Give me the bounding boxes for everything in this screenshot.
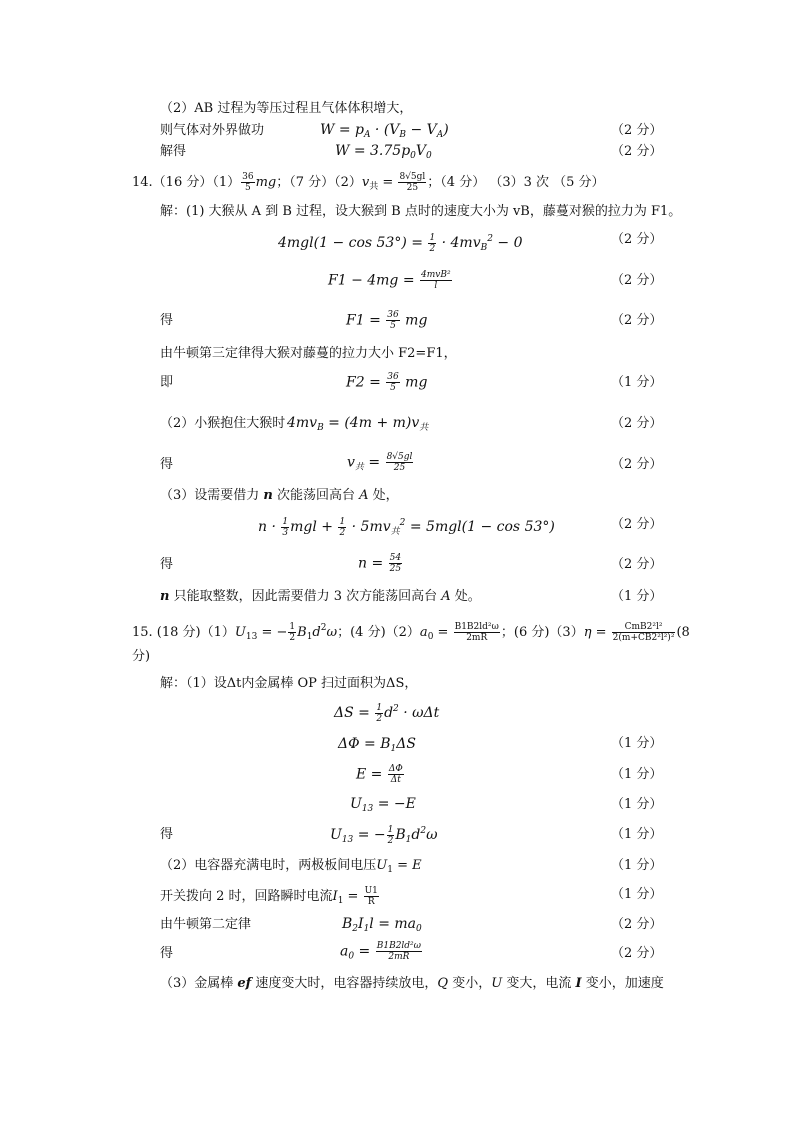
score: （1 分） <box>611 827 663 842</box>
score: （2 分） <box>611 144 663 159</box>
score: （1 分） <box>611 767 663 782</box>
q14-f2-result: F2 = $\frac{36}{5}$ mg <box>346 372 428 393</box>
q15-header: 15. (18 分)$(1)U_{13}$ = − $\frac{1}{2}$ $B_1d^2\omega$；(4 分)$(2)a_0$ = $\frac{\text{B1B2ld²ω}}{2mR}$ ；(6 分)（3）η = $\frac{\text{CmB2²l²}}{\text{2(m+CB2²l²)²}}$ (8 <box>132 622 690 643</box>
score: （1 分） <box>611 887 663 902</box>
q14-step5: n 只能取整数，因此需要借力 3 次方能荡回高台 A 处。 <box>160 589 481 604</box>
q15-flux-eq: $\Delta\Phi = B_1\Delta S$ <box>338 736 416 754</box>
q15-step3: 开关拨向 2 时，回路瞬时电流$I_1$ = $\frac{U1}{R}$ <box>160 886 378 907</box>
score: （2 分） <box>611 123 663 138</box>
q14-energy-eq2: n · $\frac{1}{3}$ mgl + $\frac{1}{2}$ · $5mv_共^2 = 5mgl(1 - \cos 53^\circ)$ <box>258 516 555 538</box>
q14-step1: 解：(1) 大猴从 A 到 B 过程，设大猴到 B 点时的速度大小为 vB，藤蔓对猴的拉力为 F1。 <box>160 204 682 219</box>
de-text: 得 <box>160 946 174 961</box>
q15-step4: 由牛顿第二定律 <box>160 917 252 932</box>
de-text: 得 <box>160 557 174 572</box>
q14-force-eq: F1 − 4mg = $\frac{\text{4mvB²}}{l}$ <box>328 270 451 291</box>
score: （1 分） <box>611 736 663 751</box>
q14-energy-eq: 4mgl(1 − cos 53°) = $\frac{1}{2}$ · $4mv_B^2 - 0$ <box>278 232 523 254</box>
de-text: 得 <box>160 827 174 842</box>
q14-step2: 由牛顿第三定律得大猴对藤蔓的拉力大小 F2=F1， <box>160 346 457 361</box>
score: （2 分） <box>611 313 663 328</box>
q14-v-result: $v_共$ = $\frac{8√5gl}{25}$ <box>347 452 413 473</box>
ab-process-text: （2）AB 过程为等压过程且气体体积增大， <box>160 101 413 116</box>
score: （2 分） <box>611 232 663 247</box>
q14-step3: （2）小猴抱住大猴时 <box>160 416 286 431</box>
work-text: 则气体对外界做功 <box>160 123 265 138</box>
de-text: 得 <box>160 457 174 472</box>
q15-newton-eq: $B_2I_1l = ma_0$ <box>342 916 422 934</box>
score: （2 分） <box>611 416 663 431</box>
score: （2 分） <box>611 946 663 961</box>
q14-momentum-eq: $4mv_B = (4m + m)v_共$ <box>287 415 429 433</box>
q15-header-cont: 分) <box>132 649 151 664</box>
work-result: $W = 3.75p_0V_0$ <box>335 143 432 161</box>
score: （1 分） <box>611 375 663 390</box>
q15-u13-eq: $U_{13} = -E$ <box>350 796 416 814</box>
score: （1 分） <box>611 858 663 873</box>
q14-step4: （3）设需要借力 n 次能荡回高台 A 处， <box>160 488 399 503</box>
score: （2 分） <box>611 517 663 532</box>
de-text: 得 <box>160 313 174 328</box>
q15-area-eq: ΔS = $\frac{1}{2}$ $d^2 \cdot \omega\Delta t$ <box>334 702 440 724</box>
q15-u13-result: $U_{13}$ = − $\frac{1}{2}$ $B_1d^2\omega$ <box>330 824 438 846</box>
work-equation: $W = p_A \cdot (V_B - V_A)$ <box>320 122 449 140</box>
q15-step2: （2）电容器充满电时，两极板间电压$U_1 = E$ <box>160 858 422 875</box>
score: （2 分） <box>611 457 663 472</box>
q15-step5: （3）金属棒 ef 速度变大时，电容器持续放电，Q 变小，U 变大，电流 I 变小，加速度 <box>160 976 664 991</box>
score: （1 分） <box>611 797 663 812</box>
ji-text: 即 <box>160 375 174 390</box>
q15-step1: 解：（1）设Δt内金属棒 OP 扫过面积为ΔS， <box>160 676 418 691</box>
q14-n-result: n = $\frac{54}{25}$ <box>358 553 402 574</box>
q14-f1-result: F1 = $\frac{36}{5}$ mg <box>346 310 428 331</box>
score: （2 分） <box>611 917 663 932</box>
q14-header: 14.（16 分）（1） $\frac{36}{5}$ mg；（7 分）$(2)v_共$ = $\frac{8√5gl}{25}$ ；（4 分） （3）3 次 （5 分） <box>132 172 605 193</box>
q15-emf-eq: E = $\frac{\Delta\Phi}{\Delta t}$ <box>356 764 403 785</box>
score: （2 分） <box>611 273 663 288</box>
q15-a0-result: $a_0$ = $\frac{\text{B1B2ld²ω}}{2mR}$ <box>340 941 422 962</box>
solve-text: 解得 <box>160 144 187 159</box>
score: （2 分） <box>611 557 663 572</box>
score: （1 分） <box>611 589 663 604</box>
